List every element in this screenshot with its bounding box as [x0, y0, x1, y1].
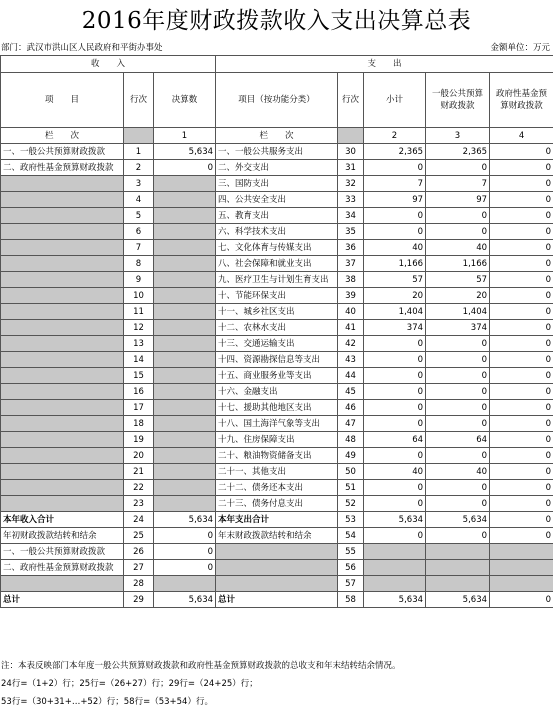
left-item: 二、政府性基金预算财政拨款 [1, 160, 124, 176]
right-item: 七、文化体育与传媒支出 [216, 240, 338, 256]
subtotal-value: 0 [364, 352, 426, 368]
left-item: 本年收入合计 [1, 512, 124, 528]
table-row [1, 448, 553, 464]
left-amount: 0 [154, 528, 216, 544]
left-row-no: 27 [124, 560, 154, 576]
section-header-row [1, 56, 553, 73]
general-budget-value: 1,404 [426, 304, 490, 320]
fund-budget-value [490, 560, 553, 576]
fund-budget-value: 0 [490, 528, 553, 544]
right-row-no: 47 [338, 416, 364, 432]
right-row-no: 55 [338, 544, 364, 560]
left-item [1, 192, 124, 208]
left-amount: 0 [154, 560, 216, 576]
general-budget-value [426, 576, 490, 592]
right-item: 十八、国土海洋气象等支出 [216, 416, 338, 432]
right-row-no: 38 [338, 272, 364, 288]
right-item: 本年支出合计 [216, 512, 338, 528]
right-row-no: 52 [338, 496, 364, 512]
fund-budget-value: 0 [490, 368, 553, 384]
table-row [1, 352, 553, 368]
right-item: 六、科学技术支出 [216, 224, 338, 240]
right-row-no: 46 [338, 400, 364, 416]
fund-budget-value: 0 [490, 592, 553, 608]
right-item: 一、一般公共服务支出 [216, 144, 338, 160]
fund-budget-value: 0 [490, 352, 553, 368]
left-amount [154, 480, 216, 496]
right-item: 十一、城乡社区支出 [216, 304, 338, 320]
subtotal-value: 0 [364, 368, 426, 384]
table-row [1, 432, 553, 448]
income-section-header: 收 入 [1, 56, 216, 73]
left-item [1, 384, 124, 400]
right-item: 十二、农林水支出 [216, 320, 338, 336]
table-row [1, 320, 553, 336]
left-amount [154, 272, 216, 288]
col-index-blank-2 [338, 128, 364, 144]
general-budget-value: 0 [426, 496, 490, 512]
right-row-no: 32 [338, 176, 364, 192]
subtotal-value: 0 [364, 480, 426, 496]
left-item [1, 176, 124, 192]
fund-budget-value: 0 [490, 448, 553, 464]
left-row-no: 3 [124, 176, 154, 192]
subtotal-value: 0 [364, 336, 426, 352]
col-label: 栏 次 [1, 128, 124, 144]
table-row [1, 192, 553, 208]
fund-budget-value: 0 [490, 304, 553, 320]
left-row-no: 22 [124, 480, 154, 496]
left-row-no: 4 [124, 192, 154, 208]
left-row-no: 21 [124, 464, 154, 480]
right-row-no: 42 [338, 336, 364, 352]
left-row-no: 19 [124, 432, 154, 448]
left-row-no: 5 [124, 208, 154, 224]
table-row [1, 240, 553, 256]
fund-budget-value: 0 [490, 496, 553, 512]
right-item: 八、社会保障和就业支出 [216, 256, 338, 272]
right-row-no: 31 [338, 160, 364, 176]
subtotal-value: 0 [364, 224, 426, 240]
left-row-no: 16 [124, 384, 154, 400]
left-row-no: 9 [124, 272, 154, 288]
left-item [1, 352, 124, 368]
fund-budget-value [490, 544, 553, 560]
left-item [1, 400, 124, 416]
general-budget-value: 64 [426, 432, 490, 448]
left-row-no: 18 [124, 416, 154, 432]
right-row-no: 45 [338, 384, 364, 400]
subtotal-value: 0 [364, 448, 426, 464]
general-budget-value: 0 [426, 352, 490, 368]
right-item: 三、国防支出 [216, 176, 338, 192]
left-item: 二、政府性基金预算财政拨款 [1, 560, 124, 576]
general-budget-value [426, 560, 490, 576]
general-budget-value: 0 [426, 384, 490, 400]
table-row [1, 304, 553, 320]
left-item [1, 416, 124, 432]
left-row-no: 10 [124, 288, 154, 304]
table-row [1, 272, 553, 288]
right-item: 十六、金融支出 [216, 384, 338, 400]
right-item: 二十一、其他支出 [216, 464, 338, 480]
left-row-no: 2 [124, 160, 154, 176]
left-row-no: 17 [124, 400, 154, 416]
header-row-no: 行次 [124, 73, 154, 128]
right-item [216, 576, 338, 592]
right-item: 十五、商业服务业等支出 [216, 368, 338, 384]
left-item [1, 288, 124, 304]
left-amount: 0 [154, 544, 216, 560]
subtotal-value: 374 [364, 320, 426, 336]
header-row-no-2: 行次 [338, 73, 364, 128]
col-label-2: 栏 次 [216, 128, 338, 144]
left-amount [154, 496, 216, 512]
right-item: 十七、援助其他地区支出 [216, 400, 338, 416]
subtotal-value: 20 [364, 288, 426, 304]
right-item: 二十三、债务付息支出 [216, 496, 338, 512]
right-row-no: 34 [338, 208, 364, 224]
left-item [1, 256, 124, 272]
left-item [1, 432, 124, 448]
fund-budget-value: 0 [490, 224, 553, 240]
subtotal-value: 1,166 [364, 256, 426, 272]
subtotal-value: 0 [364, 400, 426, 416]
subtotal-value [364, 544, 426, 560]
unit-label: 金额单位：万元 [490, 43, 550, 53]
right-item: 十三、交通运输支出 [216, 336, 338, 352]
right-item: 年末财政拨款结转和结余 [216, 528, 338, 544]
table-row [1, 368, 553, 384]
right-item [216, 544, 338, 560]
fund-budget-value: 0 [490, 160, 553, 176]
right-item: 十、节能环保支出 [216, 288, 338, 304]
left-amount [154, 464, 216, 480]
header-fund-budget: 政府性基金预算财政拨款 [490, 73, 553, 128]
left-item [1, 272, 124, 288]
subtotal-value: 40 [364, 240, 426, 256]
report-title: 2016年度财政拨款收入支出决算总表 [81, 8, 472, 34]
table-row [1, 464, 553, 480]
fund-budget-value: 0 [490, 208, 553, 224]
subtotal-value: 64 [364, 432, 426, 448]
column-index-row [1, 128, 553, 144]
subtotal-value: 5,634 [364, 512, 426, 528]
right-row-no: 40 [338, 304, 364, 320]
left-amount: 5,634 [154, 144, 216, 160]
header-item-function: 项目（按功能分类） [216, 73, 338, 128]
left-row-no: 20 [124, 448, 154, 464]
left-row-no: 25 [124, 528, 154, 544]
table-row [1, 288, 553, 304]
table-row [1, 208, 553, 224]
right-row-no: 39 [338, 288, 364, 304]
table-row [1, 512, 553, 528]
left-item [1, 224, 124, 240]
col-index-4: 4 [490, 128, 553, 144]
table-row [1, 416, 553, 432]
header-item: 项 目 [1, 73, 124, 128]
table-row [1, 336, 553, 352]
fund-budget-value: 0 [490, 240, 553, 256]
subtotal-value [364, 576, 426, 592]
general-budget-value: 5,634 [426, 592, 490, 608]
left-row-no: 1 [124, 144, 154, 160]
general-budget-value: 97 [426, 192, 490, 208]
general-budget-value: 0 [426, 528, 490, 544]
left-row-no: 23 [124, 496, 154, 512]
right-row-no: 37 [338, 256, 364, 272]
subtotal-value: 1,404 [364, 304, 426, 320]
table-row [1, 176, 553, 192]
general-budget-value: 0 [426, 448, 490, 464]
left-item [1, 336, 124, 352]
fund-budget-value: 0 [490, 272, 553, 288]
left-row-no: 7 [124, 240, 154, 256]
left-row-no: 28 [124, 576, 154, 592]
table-row [1, 544, 553, 560]
subtotal-value: 57 [364, 272, 426, 288]
general-budget-value [426, 544, 490, 560]
general-budget-value: 57 [426, 272, 490, 288]
subtotal-value: 0 [364, 528, 426, 544]
right-row-no: 44 [338, 368, 364, 384]
left-row-no: 6 [124, 224, 154, 240]
table-row [1, 256, 553, 272]
right-item: 十九、住房保障支出 [216, 432, 338, 448]
footnote-3: 53行=（30+31+…+52）行；58行=（53+54）行。 [1, 697, 213, 707]
left-item [1, 480, 124, 496]
col-index-blank [124, 128, 154, 144]
table-row [1, 576, 553, 592]
subtotal-value: 2,365 [364, 144, 426, 160]
left-amount [154, 576, 216, 592]
header-budget-amount: 决算数 [154, 73, 216, 128]
footnote-1: 注：本表反映部门本年度一般公共预算财政拨款和政府性基金预算财政拨款的总收支和年末结转结余情况。 [1, 661, 401, 671]
left-item [1, 464, 124, 480]
subtotal-value: 0 [364, 160, 426, 176]
left-item [1, 576, 124, 592]
general-budget-value: 40 [426, 240, 490, 256]
right-item: 二、外交支出 [216, 160, 338, 176]
general-budget-value: 7 [426, 176, 490, 192]
subtotal-value: 5,634 [364, 592, 426, 608]
right-row-no: 30 [338, 144, 364, 160]
col-index-1: 1 [154, 128, 216, 144]
right-row-no: 41 [338, 320, 364, 336]
right-row-no: 50 [338, 464, 364, 480]
left-item: 年初财政拨款结转和结余 [1, 528, 124, 544]
fund-budget-value: 0 [490, 288, 553, 304]
left-item: 总计 [1, 592, 124, 608]
left-item [1, 240, 124, 256]
left-amount [154, 224, 216, 240]
department-label: 部门：武汉市洪山区人民政府和平街办事处 [1, 43, 163, 53]
left-row-no: 29 [124, 592, 154, 608]
right-item: 四、公共安全支出 [216, 192, 338, 208]
expense-section-header: 支 出 [216, 56, 553, 73]
fund-budget-value: 0 [490, 480, 553, 496]
left-amount [154, 416, 216, 432]
left-amount [154, 208, 216, 224]
general-budget-value: 374 [426, 320, 490, 336]
left-amount: 5,634 [154, 592, 216, 608]
col-index-3: 3 [426, 128, 490, 144]
general-budget-value: 0 [426, 336, 490, 352]
right-row-no: 33 [338, 192, 364, 208]
right-item: 十四、资源勘探信息等支出 [216, 352, 338, 368]
fund-budget-value: 0 [490, 320, 553, 336]
left-row-no: 24 [124, 512, 154, 528]
fund-budget-value: 0 [490, 400, 553, 416]
right-item: 二十、粮油物资储备支出 [216, 448, 338, 464]
table-row [1, 480, 553, 496]
left-row-no: 12 [124, 320, 154, 336]
left-item: 一、一般公共预算财政拨款 [1, 144, 124, 160]
left-amount [154, 368, 216, 384]
left-row-no: 13 [124, 336, 154, 352]
right-item: 九、医疗卫生与计划生育支出 [216, 272, 338, 288]
left-item: 一、一般公共预算财政拨款 [1, 544, 124, 560]
left-amount [154, 336, 216, 352]
left-row-no: 15 [124, 368, 154, 384]
right-item: 五、教育支出 [216, 208, 338, 224]
table-row [1, 384, 553, 400]
budget-summary-table [0, 55, 553, 608]
general-budget-value: 0 [426, 208, 490, 224]
fund-budget-value: 0 [490, 416, 553, 432]
table-row [1, 400, 553, 416]
left-row-no: 11 [124, 304, 154, 320]
fund-budget-value: 0 [490, 336, 553, 352]
right-row-no: 56 [338, 560, 364, 576]
general-budget-value: 0 [426, 480, 490, 496]
footnotes [1, 660, 401, 714]
left-amount: 0 [154, 160, 216, 176]
right-item [216, 560, 338, 576]
header-general-budget: 一般公共预算财政拨款 [426, 73, 490, 128]
header-subtotal: 小计 [364, 73, 426, 128]
left-amount [154, 320, 216, 336]
fund-budget-value: 0 [490, 192, 553, 208]
table-row [1, 528, 553, 544]
right-row-no: 57 [338, 576, 364, 592]
left-row-no: 26 [124, 544, 154, 560]
general-budget-value: 0 [426, 224, 490, 240]
right-row-no: 54 [338, 528, 364, 544]
right-row-no: 49 [338, 448, 364, 464]
table-row [1, 560, 553, 576]
subtotal-value: 97 [364, 192, 426, 208]
general-budget-value: 0 [426, 160, 490, 176]
subtotal-value: 0 [364, 496, 426, 512]
right-item: 总计 [216, 592, 338, 608]
left-amount [154, 352, 216, 368]
left-amount [154, 400, 216, 416]
general-budget-value: 5,634 [426, 512, 490, 528]
left-item [1, 208, 124, 224]
fund-budget-value: 0 [490, 256, 553, 272]
fund-budget-value [490, 576, 553, 592]
left-item [1, 368, 124, 384]
left-amount: 5,634 [154, 512, 216, 528]
fund-budget-value: 0 [490, 144, 553, 160]
subtotal-value: 0 [364, 416, 426, 432]
general-budget-value: 1,166 [426, 256, 490, 272]
right-row-no: 43 [338, 352, 364, 368]
table-row [1, 144, 553, 160]
fund-budget-value: 0 [490, 512, 553, 528]
left-amount [154, 448, 216, 464]
right-row-no: 35 [338, 224, 364, 240]
right-row-no: 36 [338, 240, 364, 256]
fund-budget-value: 0 [490, 176, 553, 192]
general-budget-value: 20 [426, 288, 490, 304]
left-row-no: 14 [124, 352, 154, 368]
left-amount [154, 240, 216, 256]
left-item [1, 496, 124, 512]
general-budget-value: 0 [426, 400, 490, 416]
right-row-no: 58 [338, 592, 364, 608]
fund-budget-value: 0 [490, 432, 553, 448]
table-row [1, 160, 553, 176]
right-row-no: 48 [338, 432, 364, 448]
subtotal-value: 40 [364, 464, 426, 480]
general-budget-value: 0 [426, 416, 490, 432]
general-budget-value: 40 [426, 464, 490, 480]
left-item [1, 304, 124, 320]
right-row-no: 51 [338, 480, 364, 496]
left-item [1, 320, 124, 336]
left-amount [154, 288, 216, 304]
left-amount [154, 192, 216, 208]
subtotal-value: 0 [364, 208, 426, 224]
table-row [1, 224, 553, 240]
left-amount [154, 256, 216, 272]
left-item [1, 448, 124, 464]
general-budget-value: 0 [426, 368, 490, 384]
footnote-2: 24行=（1+2）行；25行=（26+27）行；29行=（24+25）行； [1, 679, 258, 689]
left-amount [154, 176, 216, 192]
left-amount [154, 432, 216, 448]
table-row [1, 496, 553, 512]
left-row-no: 8 [124, 256, 154, 272]
left-amount [154, 384, 216, 400]
subtotal-value: 7 [364, 176, 426, 192]
fund-budget-value: 0 [490, 464, 553, 480]
subtotal-value [364, 560, 426, 576]
right-item: 二十二、债务还本支出 [216, 480, 338, 496]
general-budget-value: 2,365 [426, 144, 490, 160]
table-row [1, 592, 553, 608]
subtotal-value: 0 [364, 384, 426, 400]
left-amount [154, 304, 216, 320]
fund-budget-value: 0 [490, 384, 553, 400]
column-header-row [1, 73, 553, 128]
right-row-no: 53 [338, 512, 364, 528]
col-index-2: 2 [364, 128, 426, 144]
